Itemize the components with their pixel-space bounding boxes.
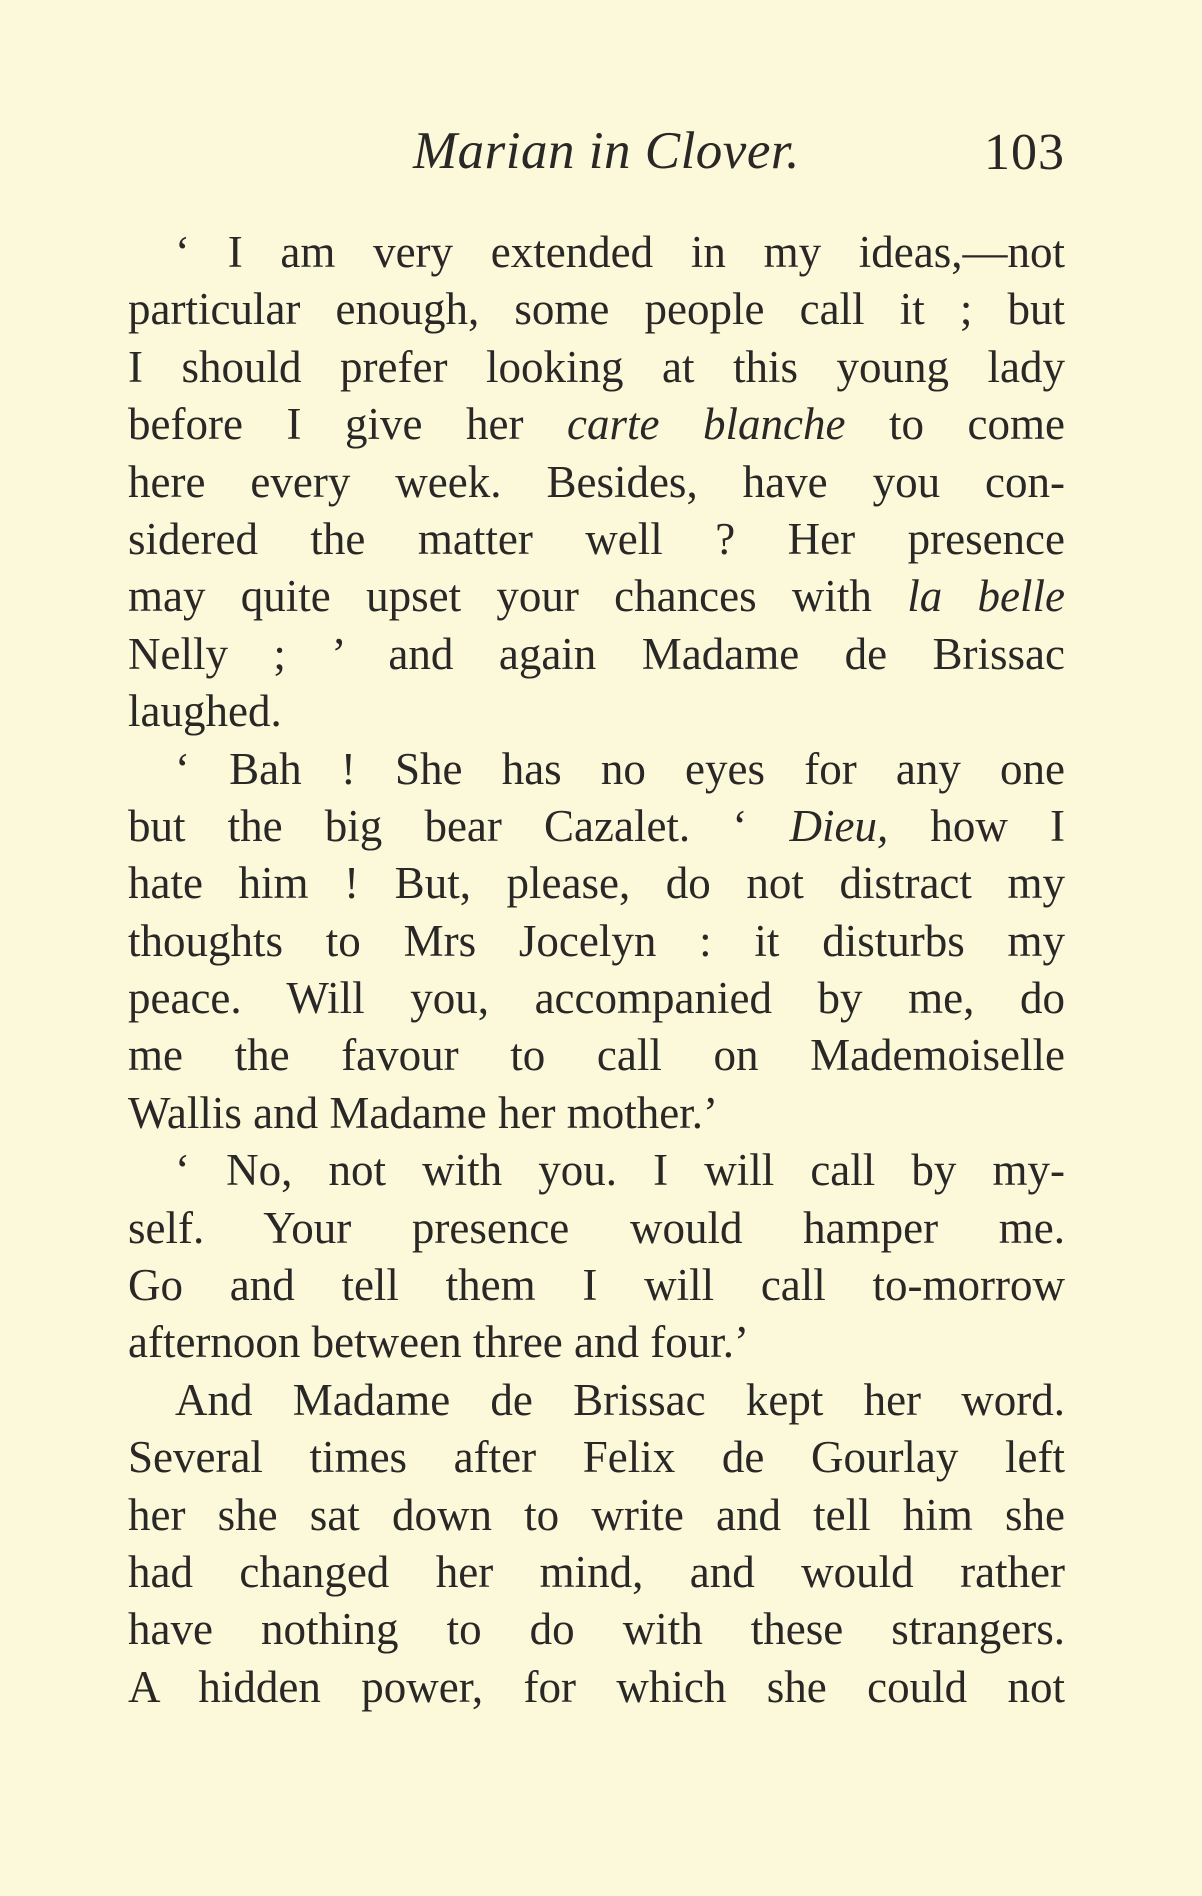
text-line: afternoon between three and four.’ — [128, 1317, 749, 1368]
text-line: ‘ No, not with you. I will call by my- — [175, 1145, 1065, 1196]
text-line: peace. Will you, accompanied by me, do — [128, 973, 1065, 1024]
italic-phrase: carte blanche — [567, 399, 846, 450]
italic-phrase: la belle — [907, 571, 1065, 622]
text-line: have nothing to do with these strangers. — [128, 1604, 1065, 1655]
text-line — [128, 396, 1065, 453]
text-segment: but the big bear Cazalet. ‘ — [128, 800, 790, 851]
text-line: me the favour to call on Mademoiselle — [128, 1030, 1065, 1081]
italic-phrase: Dieu, — [789, 800, 889, 851]
text-line: hate him ! But, please, do not distract my — [128, 858, 1065, 909]
text-line: ‘ I am very extended in my ideas,—not — [175, 227, 1065, 277]
text-line: here every week. Besides, have you con- — [128, 456, 1065, 507]
text-line: Nelly ; ’ and again Madame de Brissac — [128, 628, 1065, 679]
text-line: self. Your presence would hamper me. — [128, 1202, 1065, 1253]
text-line: And Madame de Brissac kept her word. — [175, 1374, 1065, 1425]
text-line: her she sat down to write and tell him she — [128, 1489, 1065, 1540]
text-segment: to come — [845, 399, 1065, 450]
text-segment: how I — [888, 800, 1065, 851]
text-segment: may quite upset your chances with — [128, 571, 908, 622]
text-line: A hidden power, for which she could not — [128, 1661, 1065, 1712]
text-line: had changed her mind, and would rather — [128, 1546, 1065, 1597]
text-line: Wallis and Madame her mother.’ — [128, 1087, 718, 1138]
text-line: particular enough, some people call it ; but — [128, 284, 1065, 335]
running-title: Marian in Clover. — [413, 122, 800, 180]
text-line — [128, 798, 1065, 855]
body-text — [128, 224, 1065, 1716]
text-line: ‘ Bah ! She has no eyes for any one — [175, 743, 1065, 794]
text-line: Go and tell them I will call to-morrow — [128, 1260, 1065, 1311]
text-line: Several times after Felix de Gourlay left — [128, 1432, 1065, 1483]
text-line — [128, 568, 1065, 625]
text-line: laughed. — [128, 686, 282, 737]
page-number: 103 — [984, 124, 1065, 181]
running-head — [130, 116, 1065, 186]
text-line: I should prefer looking at this young lady — [128, 341, 1065, 392]
text-segment: before I give her — [128, 399, 567, 450]
text-line: thoughts to Mrs Jocelyn : it disturbs my — [128, 915, 1065, 966]
text-line: sidered the matter well ? Her presence — [128, 513, 1065, 564]
